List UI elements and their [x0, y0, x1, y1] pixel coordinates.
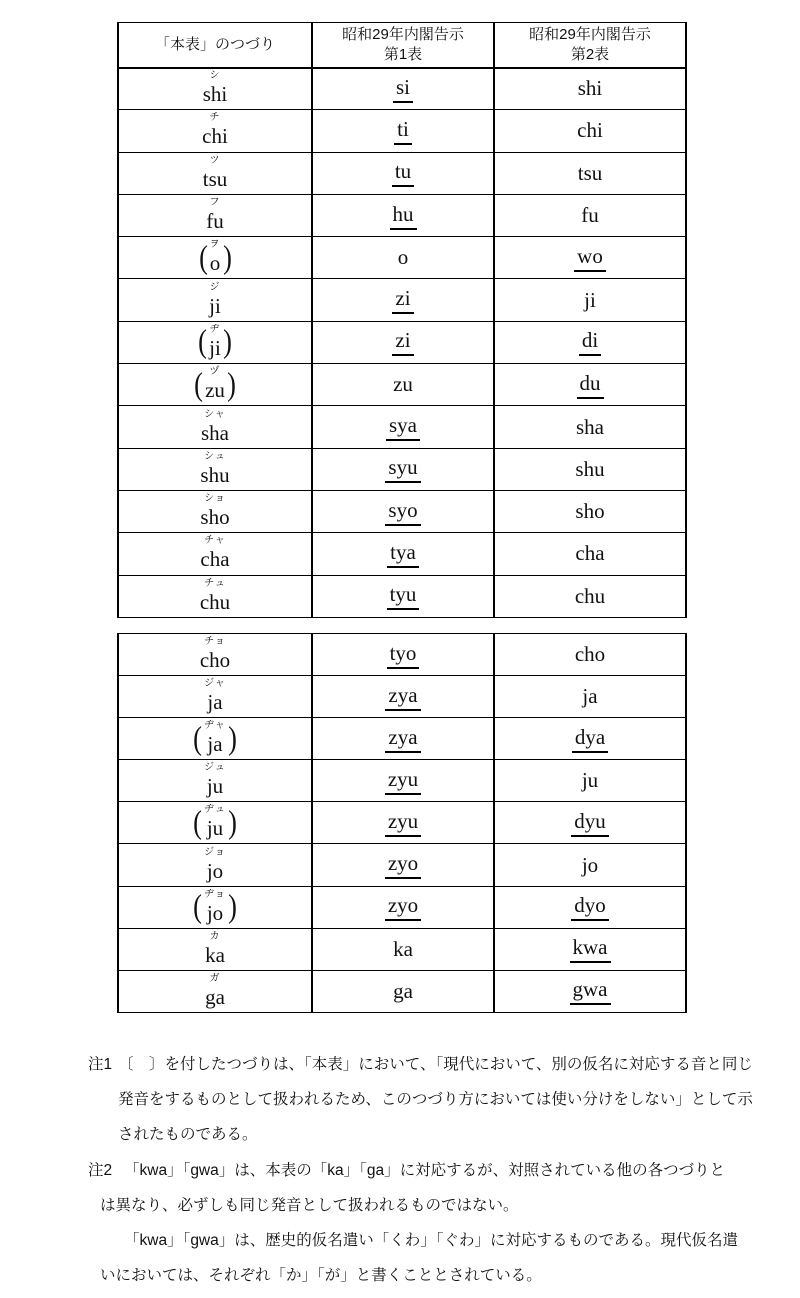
kokuji-table2-spelling: ju — [581, 768, 599, 793]
honpyo-cell-content — [119, 112, 311, 149]
kana-ruby: シュ — [204, 450, 226, 462]
table-row — [118, 490, 686, 532]
kokuji-table2-spelling: cho — [574, 642, 606, 667]
kana-romaji-stack — [200, 493, 229, 530]
kana-romaji-stack — [203, 155, 228, 192]
honpyo-cell-content — [119, 889, 311, 926]
honpyo-cell-content — [119, 155, 311, 192]
kana-romaji-stack — [204, 720, 226, 757]
kokuji-table2-spelling: dyu — [571, 809, 609, 837]
kokuji-table1-spelling: zyu — [385, 767, 421, 795]
kokuji-table2-spelling: tsu — [577, 160, 603, 185]
honpyo-cell — [118, 237, 312, 279]
kana-ruby: ヂ — [209, 323, 221, 335]
kokuji-table2-spelling-cell — [494, 279, 686, 321]
kokuji-table1-spelling: ti — [394, 117, 412, 145]
kokuji-table1-spelling-cell — [312, 634, 494, 676]
honpyo-cell-content — [119, 451, 311, 488]
table-row — [118, 928, 686, 970]
kokuji-table1-spelling: o — [397, 245, 409, 270]
kokuji-table2-spelling-cell — [494, 110, 686, 152]
kokuji-table2-spelling: cha — [575, 541, 605, 566]
kokuji-table2-spelling-cell — [494, 68, 686, 110]
honpyo-cell — [118, 533, 312, 575]
kokuji-table2-spelling-cell — [494, 676, 686, 718]
honpyo-spelling: ja — [207, 732, 223, 757]
kokuji-table2-spelling-cell — [494, 970, 686, 1012]
footnote-line: 「kwa」「gwa」は、歴史的仮名遣い「くわ」「ぐわ」に対応するものである。現代仮名遣 — [124, 1232, 739, 1249]
kokuji-table1-spelling-cell — [312, 886, 494, 928]
kana-ruby: ヅ — [209, 366, 221, 378]
right-paren-icon: ) — [227, 720, 237, 757]
kokuji-table1-spelling-cell — [312, 194, 494, 236]
kana-romaji-stack — [204, 847, 226, 884]
kokuji-table1-spelling-cell — [312, 844, 494, 886]
header-kokuji-table2 — [494, 23, 686, 68]
kana-ruby: フ — [209, 197, 221, 209]
kana-ruby: シャ — [204, 408, 226, 420]
kana-romaji-stack — [200, 535, 229, 572]
honpyo-spelling: shi — [202, 82, 228, 107]
kokuji-table1-spelling-cell — [312, 152, 494, 194]
left-paren-icon: ( — [193, 720, 203, 757]
honpyo-cell — [118, 68, 312, 110]
kokuji-table1-spelling-cell — [312, 237, 494, 279]
kana-romaji-stack — [203, 70, 228, 107]
kokuji-table1-spelling-cell — [312, 718, 494, 760]
left-paren-icon: ( — [193, 804, 203, 841]
kana-ruby: チャ — [204, 535, 226, 547]
honpyo-cell-content — [119, 931, 311, 968]
right-paren-icon: ) — [222, 324, 232, 361]
header-col3-line2: 第2表 — [570, 45, 610, 63]
kokuji-table2-spelling: jo — [581, 852, 599, 877]
table-row — [118, 970, 686, 1012]
honpyo-cell — [118, 760, 312, 802]
honpyo-spelling: sho — [200, 505, 230, 530]
kana-romaji-stack — [209, 324, 221, 361]
footnote-line: は異なり、必ずしも同じ発音として扱われるものではない。 — [100, 1197, 519, 1214]
kokuji-table2-spelling-cell — [494, 928, 686, 970]
table-row — [118, 68, 686, 110]
honpyo-cell-content — [119, 578, 311, 615]
footnote-2 — [88, 1153, 778, 1293]
kana-romaji-stack — [204, 678, 226, 715]
kokuji-table2-spelling-cell — [494, 718, 686, 760]
kokuji-table2-spelling-cell — [494, 634, 686, 676]
honpyo-spelling: zu — [205, 378, 225, 403]
kana-ruby: ガ — [209, 972, 221, 984]
footnote-1-lines — [88, 1047, 778, 1152]
kokuji-table1-spelling: zi — [392, 328, 413, 356]
kokuji-table2-spelling-cell — [494, 448, 686, 490]
footnote-line: 「kwa」「gwa」は、本表の「ka」「ga」に対応するが、対照されている他の各つづりと — [124, 1162, 726, 1179]
honpyo-cell — [118, 364, 312, 406]
kokuji-table1-spelling-cell — [312, 364, 494, 406]
right-paren-icon: ) — [227, 889, 237, 926]
table-row — [118, 279, 686, 321]
honpyo-cell — [118, 110, 312, 152]
kokuji-table2-spelling: shu — [575, 456, 605, 481]
kokuji-table1-spelling-cell — [312, 676, 494, 718]
romanization-table-upper — [117, 22, 687, 618]
kokuji-table1-spelling-cell — [312, 406, 494, 448]
honpyo-spelling: chi — [202, 124, 228, 149]
honpyo-spelling: ja — [207, 690, 223, 715]
table-row — [118, 448, 686, 490]
kana-romaji-stack — [205, 366, 225, 403]
table-row — [118, 194, 686, 236]
kana-romaji-stack — [209, 282, 221, 319]
kokuji-table2-spelling: dya — [572, 725, 608, 753]
kokuji-table2-spelling-cell — [494, 886, 686, 928]
honpyo-cell-content — [119, 847, 311, 884]
footnote-1-label: 注1 — [88, 1056, 113, 1073]
kana-romaji-stack — [206, 197, 224, 234]
kokuji-table1-spelling: tyu — [387, 582, 420, 610]
table-row — [118, 533, 686, 575]
kokuji-table2-spelling: chi — [577, 118, 603, 143]
honpyo-spelling: ji — [209, 335, 221, 360]
kokuji-table1-spelling: ka — [393, 936, 413, 961]
kokuji-table1-spelling-cell — [312, 321, 494, 363]
footnote-line: されたものである。 — [118, 1126, 258, 1143]
honpyo-spelling: ji — [209, 293, 221, 318]
kana-romaji-stack — [205, 931, 225, 968]
kokuji-table1-spelling-cell — [312, 448, 494, 490]
honpyo-cell — [118, 321, 312, 363]
honpyo-cell — [118, 970, 312, 1012]
left-paren-icon: ( — [194, 366, 203, 403]
kokuji-table1-spelling: tyo — [387, 641, 420, 669]
honpyo-cell-content — [119, 409, 311, 446]
honpyo-spelling: fu — [206, 209, 224, 234]
kokuji-table1-spelling: zyo — [385, 851, 421, 879]
kokuji-table2-spelling-cell — [494, 152, 686, 194]
kokuji-table2-spelling: ji — [584, 287, 596, 312]
kokuji-table2-spelling: sha — [576, 414, 604, 439]
honpyo-spelling: cha — [200, 547, 230, 572]
kana-romaji-stack — [200, 636, 230, 673]
table-row — [118, 634, 686, 676]
kana-ruby: ヲ — [209, 239, 221, 251]
kokuji-table2-spelling-cell — [494, 760, 686, 802]
kokuji-table1-spelling: zya — [385, 725, 420, 753]
kana-ruby: ヂャ — [204, 720, 226, 732]
kokuji-table1-spelling: tu — [392, 159, 414, 187]
table-row — [118, 760, 686, 802]
kokuji-table2-spelling: kwa — [570, 935, 611, 963]
honpyo-cell-content — [119, 493, 311, 530]
kokuji-table1-spelling: tya — [387, 540, 419, 568]
right-paren-icon: ) — [222, 239, 232, 276]
kokuji-table1-spelling: syo — [385, 498, 420, 526]
table-row — [118, 718, 686, 760]
kokuji-table1-spelling-cell — [312, 533, 494, 575]
table-header-row — [118, 23, 686, 68]
kana-romaji-stack — [200, 451, 229, 488]
kokuji-table2-spelling-cell — [494, 194, 686, 236]
honpyo-cell-content — [119, 70, 311, 107]
table2-body — [118, 634, 686, 1013]
honpyo-cell — [118, 886, 312, 928]
honpyo-cell-content — [119, 762, 311, 799]
honpyo-cell — [118, 490, 312, 532]
kokuji-table2-spelling: sho — [575, 499, 605, 524]
kana-ruby: ヂュ — [204, 804, 226, 816]
kokuji-table2-spelling-cell — [494, 364, 686, 406]
kokuji-table2-spelling: fu — [581, 203, 599, 228]
honpyo-spelling: ga — [205, 984, 225, 1009]
kana-ruby: ジョ — [204, 846, 226, 858]
kana-romaji-stack — [202, 112, 228, 149]
kana-romaji-stack — [201, 409, 229, 446]
honpyo-cell-content — [119, 239, 311, 276]
left-paren-icon: ( — [198, 239, 208, 276]
kokuji-table2-spelling-cell — [494, 844, 686, 886]
kana-ruby: ヂョ — [204, 888, 226, 900]
header-kokuji-table1 — [312, 23, 494, 68]
left-paren-icon: ( — [193, 889, 203, 926]
honpyo-spelling: jo — [206, 858, 224, 883]
kokuji-table1-spelling: zyo — [385, 893, 421, 921]
honpyo-cell — [118, 575, 312, 617]
kokuji-table2-spelling-cell — [494, 490, 686, 532]
kana-ruby: チョ — [204, 636, 226, 648]
kana-ruby: ジャ — [204, 678, 226, 690]
kokuji-table1-spelling: ga — [393, 978, 413, 1003]
kokuji-table1-spelling: zyu — [385, 809, 421, 837]
kokuji-table2-spelling: dyo — [571, 893, 609, 921]
honpyo-spelling: ka — [205, 942, 225, 967]
table-row — [118, 321, 686, 363]
kokuji-table1-spelling-cell — [312, 970, 494, 1012]
honpyo-spelling: sha — [201, 420, 229, 445]
kokuji-table2-spelling-cell — [494, 406, 686, 448]
table-row — [118, 110, 686, 152]
footnote-line: いにおいては、それぞれ「か」「が」と書くこととされている。 — [100, 1267, 542, 1284]
table-row — [118, 237, 686, 279]
honpyo-cell-content — [119, 197, 311, 234]
honpyo-cell-content — [119, 973, 311, 1010]
honpyo-cell-content — [119, 324, 311, 361]
honpyo-cell — [118, 406, 312, 448]
header-col2-line1: 昭和29年内閣告示 — [342, 25, 464, 43]
footnote-line: 発音をするものとして扱われるため、このつづり方においては使い分けをしない」として示 — [118, 1091, 753, 1108]
kana-romaji-stack — [205, 973, 225, 1010]
kokuji-table1-spelling-cell — [312, 802, 494, 844]
kokuji-table1-spelling: zu — [393, 372, 413, 397]
kana-romaji-stack — [200, 578, 230, 615]
kokuji-table2-spelling-cell — [494, 533, 686, 575]
header-col1-label: 「本表」のつづり — [154, 35, 275, 53]
kokuji-table1-spelling-cell — [312, 928, 494, 970]
honpyo-spelling: shu — [200, 462, 230, 487]
kokuji-table1-spelling-cell — [312, 68, 494, 110]
footnote-2-lines — [88, 1153, 778, 1293]
honpyo-cell — [118, 718, 312, 760]
table1-body — [118, 68, 686, 618]
kana-romaji-stack — [204, 804, 226, 841]
kokuji-table1-spelling: si — [393, 75, 413, 103]
table-row — [118, 844, 686, 886]
kokuji-table1-spelling: syu — [385, 455, 420, 483]
kana-romaji-stack — [204, 889, 226, 926]
header-col3-line1: 昭和29年内閣告示 — [529, 25, 651, 43]
honpyo-cell-content — [119, 636, 311, 673]
honpyo-cell — [118, 152, 312, 194]
honpyo-cell — [118, 676, 312, 718]
footnote-2-label: 注2 — [88, 1162, 113, 1179]
kokuji-table1-spelling-cell — [312, 575, 494, 617]
honpyo-cell-content — [119, 720, 311, 757]
honpyo-cell-content — [119, 366, 311, 403]
kokuji-table2-spelling: ja — [582, 684, 598, 709]
right-paren-icon: ) — [227, 366, 236, 403]
honpyo-cell — [118, 448, 312, 490]
kokuji-table1-spelling: sya — [386, 413, 420, 441]
kana-ruby: カ — [209, 930, 221, 942]
kokuji-table2-spelling: wo — [574, 244, 606, 272]
header-honpyo-spelling — [118, 23, 312, 68]
honpyo-spelling: chu — [199, 589, 231, 614]
honpyo-cell — [118, 279, 312, 321]
honpyo-cell — [118, 194, 312, 236]
honpyo-cell-content — [119, 804, 311, 841]
honpyo-cell-content — [119, 535, 311, 572]
kana-ruby: ショ — [204, 493, 226, 505]
kana-romaji-stack — [210, 239, 221, 276]
kana-ruby: ツ — [209, 154, 221, 166]
kokuji-table1-spelling-cell — [312, 279, 494, 321]
kokuji-table2-spelling: du — [577, 371, 604, 399]
kokuji-table2-spelling-cell — [494, 237, 686, 279]
kokuji-table2-spelling-cell — [494, 802, 686, 844]
honpyo-cell — [118, 844, 312, 886]
table-row — [118, 676, 686, 718]
honpyo-cell — [118, 634, 312, 676]
romanization-table-lower — [117, 633, 687, 1013]
honpyo-cell — [118, 802, 312, 844]
kokuji-table2-spelling-cell — [494, 321, 686, 363]
kokuji-table2-spelling: shi — [577, 76, 603, 101]
kana-ruby: シ — [209, 70, 221, 82]
table-row — [118, 802, 686, 844]
kokuji-table1-spelling-cell — [312, 490, 494, 532]
kokuji-table1-spelling: hu — [390, 202, 417, 230]
left-paren-icon: ( — [198, 324, 208, 361]
table-row — [118, 575, 686, 617]
honpyo-cell-content — [119, 678, 311, 715]
honpyo-spelling: jo — [206, 900, 224, 925]
kokuji-table2-spelling: chu — [574, 583, 606, 608]
header-col2-line2: 第1表 — [383, 45, 423, 63]
honpyo-spelling: ju — [206, 816, 224, 841]
table-row — [118, 152, 686, 194]
kokuji-table2-spelling: di — [579, 328, 601, 356]
honpyo-spelling: cho — [199, 648, 231, 673]
table-row — [118, 406, 686, 448]
kana-ruby: チュ — [204, 577, 226, 589]
honpyo-spelling: tsu — [202, 166, 228, 191]
kokuji-table2-spelling: gwa — [570, 977, 611, 1005]
right-paren-icon: ) — [227, 804, 237, 841]
table-row — [118, 364, 686, 406]
honpyo-spelling: o — [209, 251, 221, 276]
footnote-1 — [88, 1047, 778, 1152]
honpyo-cell — [118, 928, 312, 970]
honpyo-cell-content — [119, 282, 311, 319]
kana-romaji-stack — [204, 762, 226, 799]
kokuji-table2-spelling-cell — [494, 575, 686, 617]
kokuji-table1-spelling: zi — [392, 286, 413, 314]
kokuji-table1-spelling-cell — [312, 760, 494, 802]
honpyo-spelling: ju — [206, 774, 224, 799]
kokuji-table1-spelling: zya — [385, 683, 420, 711]
kokuji-table1-spelling-cell — [312, 110, 494, 152]
kana-ruby: チ — [209, 112, 221, 124]
footnote-line: 〔 〕を付したつづりは、「本表」において、「現代において、別の仮名に対応する音と同じ — [118, 1056, 753, 1073]
kana-ruby: ジュ — [204, 762, 226, 774]
kana-ruby: ジ — [209, 281, 221, 293]
table-row — [118, 886, 686, 928]
